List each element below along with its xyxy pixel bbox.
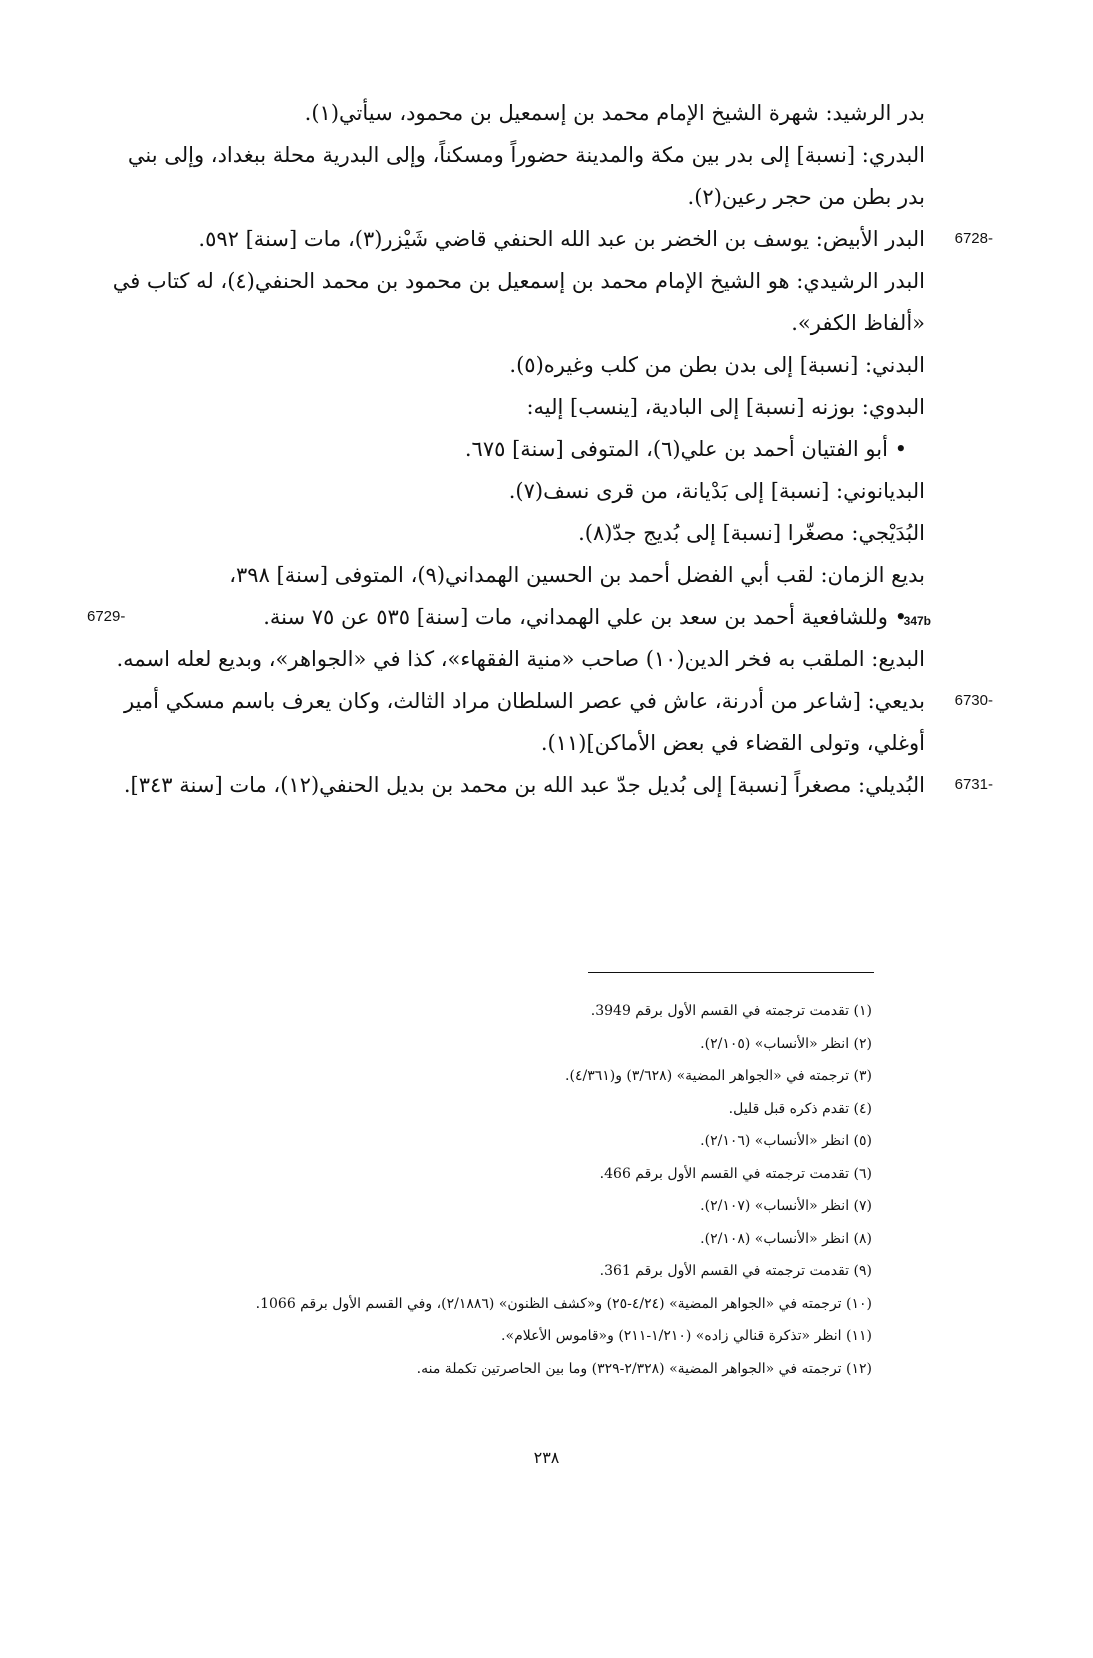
entry-al-badyanuni (105, 470, 925, 512)
entry-number: 6729- (87, 608, 126, 625)
entry-text: بديعي: [شاعر من أدرنة، عاش في عصر السلطان مراد الثالث، وكان يعرف باسم مسكي أمير أوغلي، وتولى القضاء في بعض الأماكن](١١). (123, 689, 925, 755)
footnote: (١٢) ترجمته في «الجواهر المضية» (٢/٣٢٨-٣٢٩) وما بين الحاصرتين تكملة منه. (416, 1360, 872, 1377)
footnote: (٩) تقدمت ترجمته في القسم الأول برقم 361. (599, 1263, 872, 1279)
page-number: ٢٣٨ (533, 1448, 560, 1467)
entry-6728 (105, 218, 993, 260)
entry-al-badri (105, 134, 925, 218)
footnote: (٦) تقدمت ترجمته في القسم الأول برقم 466. (599, 1165, 872, 1182)
entry-text: بدر الرشيد: شهرة الشيخ الإمام محمد بن إسمعيل بن محمود، سيأتي(١). (304, 101, 925, 125)
entry-number: 6730- (954, 692, 993, 709)
entry-6731 (105, 764, 993, 806)
footnote: (٧) انظر «الأنساب» (٢/١٠٧). (700, 1198, 872, 1214)
entry-number: 6728- (954, 230, 993, 247)
entry-text: البديع: الملقب به فخر الدين(١٠) صاحب «منية الفقهاء»، كذا في «الجواهر»، وبديع لعله اسمه. (116, 647, 925, 671)
entry-text: • وللشافعية أحمد بن سعد بن علي الهمداني، مات [سنة] ٥٣٥ عن ٧٥ سنة. (263, 605, 907, 629)
entry-al-budayji (105, 512, 925, 554)
entry-text: البُديلي: مصغراً [نسبة] إلى بُديل جدّ عبد الله بن محمد بن بديل الحنفي(١٢)، مات [سنة ٣٤٣]. (123, 773, 925, 797)
entry-text: البدري: [نسبة] إلى بدر بين مكة والمدينة حضوراً ومسكناً، وإلى البدرية محلة ببغداد، وإلى بني بدر بطن من حجر رعين(٢). (127, 143, 925, 209)
entry-badr-al-rashid (105, 92, 925, 134)
footnote: (٨) انظر «الأنساب» (٢/١٠٨). (700, 1230, 872, 1247)
footnote: (٤) تقدم ذكره قبل قليل. (728, 1100, 872, 1117)
entry-6730 (105, 680, 993, 764)
footnote: (٢) انظر «الأنساب» (٢/١٠٥). (700, 1035, 872, 1052)
entry-al-badr-al-rashidi (105, 260, 925, 344)
entry-abu-al-fityan (105, 428, 925, 470)
entry-text: البُدَيْجي: مصغّرا [نسبة] إلى بُديج جدّ(٨). (578, 521, 925, 545)
manuscript-folio-marker: 347b (903, 614, 931, 628)
entry-text: البديانوني: [نسبة] إلى بَدْيانة، من قرى نسف(٧). (508, 479, 925, 503)
entry-number: 6731- (954, 776, 993, 793)
entry-text: البدني: [نسبة] إلى بدن بطن من كلب وغيره(٥). (509, 353, 925, 377)
entry-text: بديع الزمان: لقب أبي الفضل أحمد بن الحسين الهمداني(٩)، المتوفى [سنة] ٣٩٨، (229, 563, 925, 587)
entry-al-badani (105, 344, 925, 386)
entry-badi-al-zaman (105, 554, 925, 596)
entry-text: البدر الرشيدي: هو الشيخ الإمام محمد بن إسمعيل بن محمود بن محمد الحنفي(٤)، له كتاب في «ألفاظ الكفر». (112, 269, 925, 335)
entry-6729 (87, 596, 925, 638)
footnote: (٣) ترجمته في «الجواهر المضية» (٣/٦٢٨) و(٤/٣٦١). (565, 1068, 872, 1084)
main-text (87, 92, 993, 806)
footnote-separator (588, 972, 874, 973)
entry-text: • أبو الفتيان أحمد بن علي(٦)، المتوفى [سنة] ٦٧٥. (464, 437, 907, 461)
entry-al-badi (105, 638, 925, 680)
footnote: (٥) انظر «الأنساب» (٢/١٠٦). (700, 1133, 872, 1149)
footnote: (١١) انظر «تذكرة قنالي زاده» (١/٢١٠-٢١١) و«قاموس الأعلام». (501, 1328, 872, 1344)
footnote: (١٠) ترجمته في «الجواهر المضية» (٤/٢٤-٢٥) و«كشف الظنون» (٢/١٨٨٦)، وفي القسم الأول برقم 1066. (255, 1295, 872, 1312)
entry-text: البدوي: بوزنه [نسبة] إلى البادية، [ينسب] إليه: (526, 395, 925, 419)
entry-al-badawi (105, 386, 925, 428)
footnote: (١) تقدمت ترجمته في القسم الأول برقم 3949. (590, 1003, 872, 1019)
footnotes (150, 995, 872, 1385)
entry-text: البدر الأبيض: يوسف بن الخضر بن عبد الله الحنفي قاضي شَيْزر(٣)، مات [سنة] ٥٩٢. (198, 227, 925, 251)
